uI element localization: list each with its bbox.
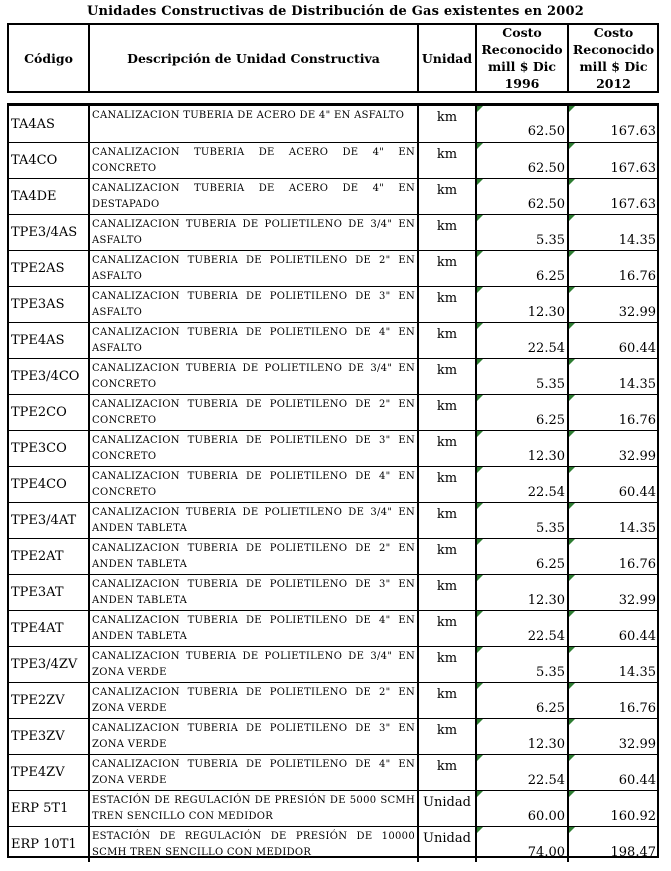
table-row: [9, 214, 657, 250]
table-row: [9, 394, 657, 430]
cell-codigo-text: TPE2AT: [11, 549, 64, 564]
cell-unidad-text: km: [436, 687, 458, 702]
cell-costo-2012: [569, 323, 658, 358]
cell-unidad: [419, 359, 477, 394]
cell-codigo-text: TPE3CO: [11, 441, 67, 456]
cell-unidad: [419, 575, 477, 610]
cell-costo-1996-text: 60.00: [527, 809, 565, 824]
cell-descripcion: [90, 106, 419, 142]
cell-costo-1996-text: 6.25: [536, 557, 565, 572]
cell-costo-1996-text: 22.54: [527, 773, 565, 788]
cell-costo-2012: [569, 683, 658, 718]
table-row: [9, 754, 657, 790]
cell-marker-icon: [569, 719, 575, 725]
cell-costo-2012-text: 14.35: [618, 521, 656, 536]
cell-unidad: [419, 719, 477, 754]
cell-marker-icon: [477, 611, 483, 617]
cell-costo-2012: [569, 287, 658, 322]
cell-descripcion-text: ESTACIÓN DE REGULACIÓN DE PRESIÓN DE 10000 SCMH TREN SENCILLO CON MEDIDOR: [92, 831, 415, 858]
cell-costo-1996: [477, 323, 569, 358]
cell-descripcion: [90, 323, 419, 358]
cell-costo-2012: [569, 395, 658, 430]
cell-marker-icon: [569, 431, 575, 437]
cell-unidad-text: km: [436, 651, 458, 666]
cell-codigo: [9, 647, 90, 682]
cell-codigo-text: ERP 5T1: [11, 801, 69, 816]
cell-descripcion: [90, 215, 419, 250]
table-row: [9, 826, 657, 862]
table-header: [7, 23, 659, 93]
cell-costo-1996: [477, 431, 569, 466]
cell-marker-icon: [477, 215, 483, 221]
cell-costo-1996-text: 22.54: [527, 629, 565, 644]
cell-costo-2012: [569, 143, 658, 178]
cell-unidad-text: km: [436, 507, 458, 522]
cell-descripcion-text: CANALIZACION TUBERIA DE ACERO DE 4" EN ASFALTO: [92, 110, 405, 121]
cell-costo-1996-text: 6.25: [536, 413, 565, 428]
cell-descripcion: [90, 539, 419, 574]
cell-costo-2012: [569, 827, 658, 862]
cell-codigo-text: ERP 10T1: [11, 837, 77, 852]
cell-costo-2012-text: 32.99: [618, 737, 656, 752]
cell-marker-icon: [569, 215, 575, 221]
cell-unidad-text: km: [436, 327, 458, 342]
cell-descripcion: [90, 179, 419, 214]
cell-marker-icon: [477, 395, 483, 401]
cell-unidad-text: km: [436, 291, 458, 306]
cell-costo-1996: [477, 106, 569, 142]
cell-unidad-text: km: [436, 183, 458, 198]
cell-costo-1996: [477, 827, 569, 862]
cell-marker-icon: [569, 251, 575, 257]
cell-costo-1996: [477, 503, 569, 538]
cell-marker-icon: [569, 755, 575, 761]
cell-costo-1996: [477, 179, 569, 214]
table-row: [9, 718, 657, 754]
cell-marker-icon: [477, 647, 483, 653]
cell-descripcion: [90, 359, 419, 394]
cell-codigo: [9, 467, 90, 502]
cell-costo-2012-text: 167.63: [610, 161, 656, 176]
cell-marker-icon: [569, 791, 575, 797]
cell-marker-icon: [569, 611, 575, 617]
cell-costo-2012: [569, 106, 658, 142]
cell-marker-icon: [569, 503, 575, 509]
cell-costo-2012-text: 32.99: [618, 449, 656, 464]
table-row: [9, 322, 657, 358]
cell-marker-icon: [477, 323, 483, 329]
cell-codigo: [9, 323, 90, 358]
cell-codigo-text: TPE2CO: [11, 405, 67, 420]
cell-codigo-text: TPE2AS: [11, 261, 65, 276]
cell-marker-icon: [569, 575, 575, 581]
cell-descripcion: [90, 503, 419, 538]
cell-marker-icon: [477, 755, 483, 761]
cell-marker-icon: [477, 575, 483, 581]
cell-codigo: [9, 251, 90, 286]
table-row: [9, 682, 657, 718]
cell-costo-2012: [569, 647, 658, 682]
cell-unidad: [419, 467, 477, 502]
cell-descripcion: [90, 647, 419, 682]
cell-costo-1996-text: 62.50: [527, 161, 565, 176]
cell-codigo: [9, 395, 90, 430]
cell-codigo-text: TPE4AT: [11, 621, 64, 636]
cell-unidad: [419, 143, 477, 178]
cell-marker-icon: [569, 395, 575, 401]
cell-unidad: [419, 287, 477, 322]
cell-costo-2012: [569, 503, 658, 538]
cell-codigo: [9, 755, 90, 790]
cell-costo-1996: [477, 467, 569, 502]
cell-costo-1996-text: 74.00: [527, 845, 565, 860]
cell-costo-1996: [477, 755, 569, 790]
cell-codigo: [9, 611, 90, 646]
cell-codigo-text: TPE3/4CO: [11, 369, 80, 384]
cell-descripcion-text: CANALIZACION TUBERIA DE POLIETILENO DE 3" EN ANDEN TABLETA: [92, 579, 415, 606]
cell-unidad-text: km: [436, 219, 458, 234]
table-row: [9, 250, 657, 286]
cell-unidad-text: km: [436, 615, 458, 630]
cell-costo-2012-text: 14.35: [618, 665, 656, 680]
cell-codigo-text: TPE4CO: [11, 477, 67, 492]
cell-costo-2012-text: 60.44: [618, 773, 656, 788]
cell-marker-icon: [569, 467, 575, 473]
cell-costo-1996-text: 62.50: [527, 197, 565, 212]
cell-unidad-text: km: [436, 110, 458, 125]
cell-marker-icon: [477, 359, 483, 365]
cell-costo-1996: [477, 719, 569, 754]
cell-descripcion-text: CANALIZACION TUBERIA DE POLIETILENO DE 4" EN CONCRETO: [92, 471, 415, 498]
cell-costo-2012: [569, 431, 658, 466]
cell-costo-1996: [477, 611, 569, 646]
cell-marker-icon: [569, 359, 575, 365]
cell-costo-1996: [477, 683, 569, 718]
cell-unidad: [419, 395, 477, 430]
cell-codigo-text: TA4DE: [11, 189, 57, 204]
cell-unidad-text: km: [436, 435, 458, 450]
table-row: [9, 610, 657, 646]
cell-descripcion: [90, 611, 419, 646]
cell-costo-2012: [569, 719, 658, 754]
cell-codigo-text: TPE3/4ZV: [11, 657, 78, 672]
cell-descripcion: [90, 719, 419, 754]
cell-codigo: [9, 719, 90, 754]
cell-unidad-text: km: [436, 723, 458, 738]
cell-marker-icon: [569, 539, 575, 545]
cell-unidad: [419, 251, 477, 286]
cell-costo-1996: [477, 647, 569, 682]
cell-codigo: [9, 431, 90, 466]
cell-marker-icon: [477, 827, 483, 833]
cell-costo-1996-text: 5.35: [536, 521, 565, 536]
cell-unidad: [419, 611, 477, 646]
cell-descripcion: [90, 467, 419, 502]
cell-marker-icon: [477, 683, 483, 689]
cell-descripcion-text: CANALIZACION TUBERIA DE POLIETILENO DE 3" EN CONCRETO: [92, 435, 415, 462]
cell-descripcion: [90, 575, 419, 610]
page-title: Unidades Constructivas de Distribución de Gas existentes en 2002: [86, 4, 585, 19]
cell-unidad: [419, 647, 477, 682]
cell-codigo-text: TPE3/4AT: [11, 513, 77, 528]
cell-costo-2012-text: 32.99: [618, 305, 656, 320]
cell-descripcion: [90, 395, 419, 430]
cell-descripcion-text: CANALIZACION TUBERIA DE POLIETILENO DE 3/4" EN ZONA VERDE: [92, 651, 415, 678]
cell-costo-2012: [569, 791, 658, 826]
table-body: [7, 103, 659, 858]
cell-descripcion-text: CANALIZACION TUBERIA DE POLIETILENO DE 3" EN ZONA VERDE: [92, 723, 415, 750]
cell-costo-1996-text: 12.30: [527, 737, 565, 752]
cell-descripcion-text: CANALIZACION TUBERIA DE POLIETILENO DE 2" EN ASFALTO: [92, 255, 415, 282]
cell-costo-2012-text: 16.76: [618, 557, 656, 572]
cell-codigo-text: TA4CO: [11, 153, 58, 168]
cell-costo-1996-text: 22.54: [527, 485, 565, 500]
cell-descripcion: [90, 287, 419, 322]
cell-marker-icon: [569, 179, 575, 185]
cell-costo-1996: [477, 791, 569, 826]
cell-costo-2012: [569, 755, 658, 790]
cell-descripcion-text: CANALIZACION TUBERIA DE POLIETILENO DE 2" EN ZONA VERDE: [92, 687, 415, 714]
cell-codigo: [9, 143, 90, 178]
cell-costo-2012-text: 14.35: [618, 233, 656, 248]
cell-unidad: [419, 323, 477, 358]
table-row: [9, 286, 657, 322]
cell-costo-1996-text: 62.50: [527, 124, 565, 139]
cell-codigo: [9, 575, 90, 610]
cell-descripcion: [90, 431, 419, 466]
cell-marker-icon: [477, 467, 483, 473]
cell-codigo: [9, 215, 90, 250]
cell-costo-2012-text: 16.76: [618, 413, 656, 428]
cell-codigo: [9, 791, 90, 826]
cell-marker-icon: [477, 791, 483, 797]
cell-descripcion: [90, 755, 419, 790]
cell-unidad: [419, 179, 477, 214]
cell-costo-2012-text: 167.63: [610, 124, 656, 139]
cell-unidad-text: km: [436, 543, 458, 558]
cell-costo-1996: [477, 575, 569, 610]
header-costo-2012: Costo Reconocido mill $ Dic 2012: [572, 25, 655, 91]
cell-costo-2012: [569, 611, 658, 646]
cell-unidad: [419, 106, 477, 142]
cell-costo-1996-text: 12.30: [527, 305, 565, 320]
cell-costo-1996: [477, 143, 569, 178]
cell-descripcion-text: CANALIZACION TUBERIA DE POLIETILENO DE 4" EN ZONA VERDE: [92, 759, 415, 786]
cell-marker-icon: [569, 683, 575, 689]
cell-descripcion: [90, 791, 419, 826]
cell-unidad-text: km: [436, 759, 458, 774]
cell-costo-2012: [569, 251, 658, 286]
cell-costo-1996-text: 12.30: [527, 449, 565, 464]
cell-codigo: [9, 503, 90, 538]
cell-costo-1996-text: 6.25: [536, 269, 565, 284]
cell-marker-icon: [569, 106, 575, 112]
cell-descripcion-text: CANALIZACION TUBERIA DE POLIETILENO DE 3/4" EN ASFALTO: [92, 219, 415, 246]
cell-costo-2012: [569, 179, 658, 214]
cell-codigo: [9, 106, 90, 142]
table-row: [9, 790, 657, 826]
cell-marker-icon: [569, 647, 575, 653]
cell-marker-icon: [477, 251, 483, 257]
cell-codigo-text: TPE4ZV: [11, 765, 65, 780]
cell-costo-2012: [569, 215, 658, 250]
cell-codigo-text: TPE3ZV: [11, 729, 65, 744]
cell-costo-2012-text: 167.63: [610, 197, 656, 212]
cell-descripcion-text: CANALIZACION TUBERIA DE POLIETILENO DE 2" EN ANDEN TABLETA: [92, 543, 415, 570]
cell-costo-1996: [477, 251, 569, 286]
cell-marker-icon: [569, 323, 575, 329]
cell-unidad: [419, 683, 477, 718]
cell-costo-2012-text: 60.44: [618, 629, 656, 644]
table-row: [9, 106, 657, 142]
cell-codigo: [9, 287, 90, 322]
cell-codigo: [9, 359, 90, 394]
cell-marker-icon: [477, 287, 483, 293]
cell-descripcion-text: CANALIZACION TUBERIA DE ACERO DE 4" EN DESTAPADO: [92, 183, 415, 210]
cell-unidad: [419, 215, 477, 250]
cell-unidad-text: km: [436, 579, 458, 594]
cell-costo-2012: [569, 539, 658, 574]
cell-codigo: [9, 827, 90, 862]
cell-codigo-text: TPE2ZV: [11, 693, 65, 708]
table-row: [9, 142, 657, 178]
cell-costo-2012: [569, 359, 658, 394]
header-descripcion: Descripción de Unidad Constructiva: [90, 25, 419, 91]
cell-costo-1996-text: 5.35: [536, 665, 565, 680]
cell-descripcion-text: CANALIZACION TUBERIA DE POLIETILENO DE 3" EN ASFALTO: [92, 291, 415, 318]
cell-descripcion-text: CANALIZACION TUBERIA DE POLIETILENO DE 3/4" EN CONCRETO: [92, 363, 415, 390]
cell-unidad: [419, 791, 477, 826]
cell-marker-icon: [477, 431, 483, 437]
table-row: [9, 178, 657, 214]
cell-unidad-text: Unidad: [423, 831, 471, 846]
cell-costo-1996-text: 5.35: [536, 377, 565, 392]
cell-unidad-text: km: [436, 363, 458, 378]
table-row: [9, 430, 657, 466]
cell-marker-icon: [477, 539, 483, 545]
cell-costo-2012-text: 14.35: [618, 377, 656, 392]
cell-costo-1996-text: 22.54: [527, 341, 565, 356]
table-row: [9, 466, 657, 502]
cell-descripcion: [90, 827, 419, 862]
cell-costo-2012-text: 16.76: [618, 701, 656, 716]
cell-unidad: [419, 503, 477, 538]
cell-marker-icon: [569, 287, 575, 293]
cell-unidad: [419, 827, 477, 862]
cell-descripcion-text: CANALIZACION TUBERIA DE ACERO DE 4" EN CONCRETO: [92, 147, 415, 174]
cell-costo-2012-text: 16.76: [618, 269, 656, 284]
table-row: [9, 646, 657, 682]
cell-codigo: [9, 683, 90, 718]
cell-unidad: [419, 755, 477, 790]
cell-costo-2012-text: 60.44: [618, 485, 656, 500]
cell-descripcion-text: CANALIZACION TUBERIA DE POLIETILENO DE 4" EN ANDEN TABLETA: [92, 615, 415, 642]
cell-costo-1996-text: 12.30: [527, 593, 565, 608]
cell-marker-icon: [569, 827, 575, 833]
cell-costo-1996: [477, 287, 569, 322]
cell-unidad-text: km: [436, 147, 458, 162]
header-codigo: Código: [9, 25, 90, 91]
cell-unidad: [419, 539, 477, 574]
cell-marker-icon: [477, 503, 483, 509]
cell-descripcion-text: ESTACIÓN DE REGULACIÓN DE PRESIÓN DE 5000 SCMH TREN SENCILLO CON MEDIDOR: [92, 795, 415, 822]
cell-costo-1996: [477, 215, 569, 250]
table-row: [9, 358, 657, 394]
cell-unidad-text: km: [436, 399, 458, 414]
cell-costo-2012-text: 32.99: [618, 593, 656, 608]
cell-codigo: [9, 179, 90, 214]
cell-costo-1996-text: 6.25: [536, 701, 565, 716]
cell-unidad-text: km: [436, 471, 458, 486]
cell-descripcion: [90, 683, 419, 718]
cell-costo-1996: [477, 395, 569, 430]
header-unidad: Unidad: [419, 25, 477, 91]
table-row: [9, 538, 657, 574]
cell-unidad: [419, 431, 477, 466]
cell-costo-1996: [477, 539, 569, 574]
cell-costo-2012-text: 198.47: [610, 845, 656, 860]
cell-codigo-text: TPE3/4AS: [11, 225, 78, 240]
cell-unidad-text: Unidad: [423, 795, 471, 810]
cell-codigo-text: TPE3AS: [11, 297, 65, 312]
cell-marker-icon: [477, 179, 483, 185]
cell-unidad-text: km: [436, 255, 458, 270]
cell-costo-2012-text: 60.44: [618, 341, 656, 356]
cell-marker-icon: [569, 143, 575, 149]
cell-costo-2012: [569, 575, 658, 610]
cell-codigo-text: TPE4AS: [11, 333, 65, 348]
cell-codigo-text: TA4AS: [11, 116, 55, 132]
cell-codigo-text: TPE3AT: [11, 585, 64, 600]
header-costo-1996: Costo Reconocido mill $ Dic 1996: [477, 25, 569, 91]
table-row: [9, 502, 657, 538]
cell-marker-icon: [477, 719, 483, 725]
cell-descripcion: [90, 251, 419, 286]
cell-costo-1996-text: 5.35: [536, 233, 565, 248]
cell-costo-2012: [569, 467, 658, 502]
table-row: [9, 574, 657, 610]
cell-costo-1996: [477, 359, 569, 394]
cell-descripcion-text: CANALIZACION TUBERIA DE POLIETILENO DE 4" EN ASFALTO: [92, 327, 415, 354]
cell-descripcion-text: CANALIZACION TUBERIA DE POLIETILENO DE 2" EN CONCRETO: [92, 399, 415, 426]
cell-descripcion-text: CANALIZACION TUBERIA DE POLIETILENO DE 3/4" EN ANDEN TABLETA: [92, 507, 415, 534]
cell-marker-icon: [477, 106, 483, 112]
cell-codigo: [9, 539, 90, 574]
cell-costo-2012-text: 160.92: [610, 809, 656, 824]
cell-descripcion: [90, 143, 419, 178]
cell-marker-icon: [477, 143, 483, 149]
